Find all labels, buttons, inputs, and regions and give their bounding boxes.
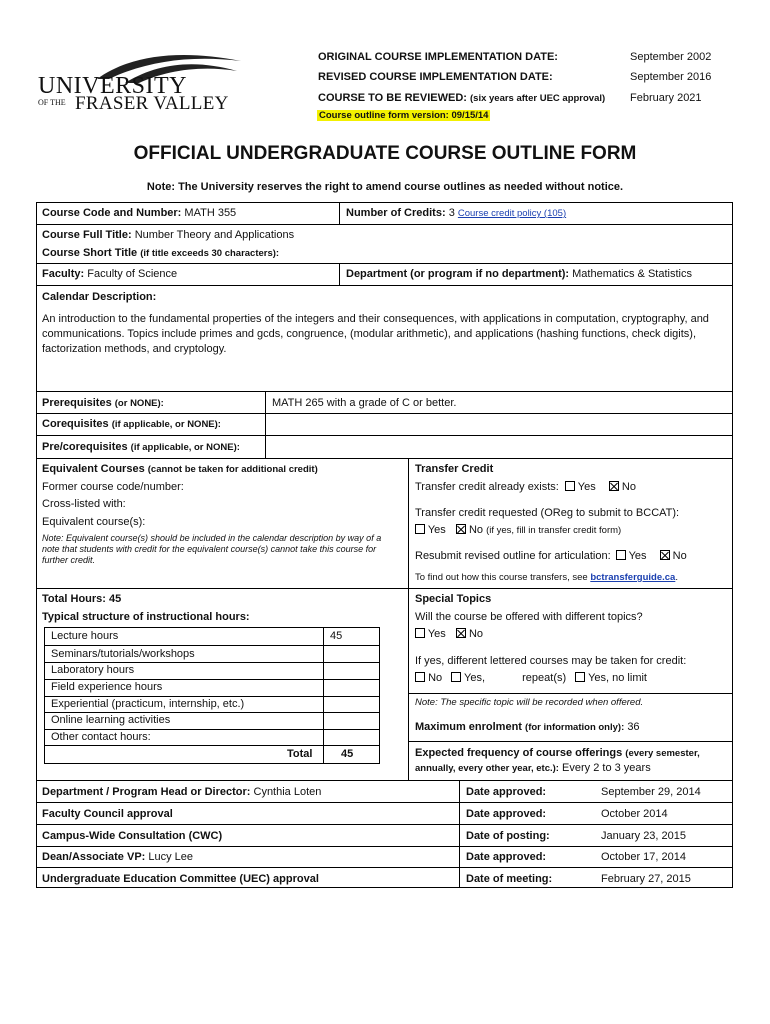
credit-policy-link[interactable]: Course credit policy (105) xyxy=(457,208,567,219)
calendar-description-label: Calendar Description: xyxy=(42,291,157,303)
lettered-repeat-label: repeat(s) xyxy=(522,672,567,684)
prereq-note: (or NONE): xyxy=(114,398,164,409)
hours-row-label: Field experience hours xyxy=(51,681,163,693)
hours-row-label: Lecture hours xyxy=(51,630,119,642)
hours-row-label: Other contact hours: xyxy=(51,731,151,743)
special-topics-yes-label: Yes xyxy=(427,628,446,640)
transfer-guide-text: To find out how this course transfers, see xyxy=(415,572,588,583)
page-title: OFFICIAL UNDERGRADUATE COURSE OUTLINE FORM xyxy=(133,143,637,164)
equivalent-courses-label: Equivalent Courses xyxy=(42,463,145,475)
special-topics-note: Note: The specific topic will be recorded when offered. xyxy=(415,697,644,708)
approval-date: September 29, 2014 xyxy=(601,786,701,798)
original-date-value: September 2002 xyxy=(630,51,712,63)
calendar-description-text: An introduction to the fundamental properties of the integers and their consequences, with applications in computation, cryptography, and communications. Topics include primes and gcds, congruence, (modular arithmetic), and applications (hashing functions, check digits), factorization methods, and cryptology. xyxy=(42,313,709,355)
transfer-requested-no-label: No xyxy=(468,524,483,536)
approval-label: Undergraduate Education Committee (UEC) approval xyxy=(42,873,319,885)
approval-date-label: Date of posting: xyxy=(466,830,550,842)
approval-value: Cynthia Loten xyxy=(253,786,322,798)
resubmit-label: Resubmit revised outline for articulation: xyxy=(415,550,611,562)
logo-line1: UNIVERSITY xyxy=(38,73,187,99)
approval-date: February 27, 2015 xyxy=(601,873,691,885)
approval-label: Faculty Council approval xyxy=(42,808,173,820)
approval-label: Dean/Associate VP: xyxy=(42,851,146,863)
course-code-value: MATH 355 xyxy=(184,207,237,219)
transfer-requested-label: Transfer credit requested (OReg to submit to BCCAT): xyxy=(415,507,680,519)
resubmit-yes-checkbox[interactable] xyxy=(616,550,626,560)
hours-row-label: Experiential (practicum, internship, etc.) xyxy=(51,698,245,710)
lettered-no-label: No xyxy=(428,672,443,684)
transfer-exists-label: Transfer credit already exists: xyxy=(415,481,559,493)
special-topics-question: Will the course be offered with different topics? xyxy=(415,611,643,623)
short-title-note: (if title exceeds 30 characters): xyxy=(140,248,280,259)
transfer-guide-period: . xyxy=(675,572,678,583)
approval-date-label: Date approved: xyxy=(466,808,547,820)
transfer-exists-yes-checkbox[interactable] xyxy=(565,481,575,491)
special-topics-no-label: No xyxy=(468,628,483,640)
max-enrolment-label: Maximum enrolment xyxy=(415,721,522,733)
approval-label: Campus-Wide Consultation (CWC) xyxy=(42,830,223,842)
prereq-value: MATH 265 with a grade of C or better. xyxy=(272,397,457,409)
special-topics-yes-checkbox[interactable] xyxy=(415,628,425,638)
frequency-label: Expected frequency of course offerings xyxy=(415,747,623,759)
department-value: Mathematics & Statistics xyxy=(572,268,692,280)
max-enrolment-note: (for information only): xyxy=(525,722,625,733)
transfer-requested-yes-checkbox[interactable] xyxy=(415,524,425,534)
hours-row-value: 45 xyxy=(330,630,343,642)
transfer-guide-link[interactable]: bctransferguide.ca xyxy=(590,572,676,583)
frequency-value: Every 2 to 3 years xyxy=(562,762,651,774)
review-date-note: (six years after UEC approval) xyxy=(470,93,606,104)
hours-row-label: Laboratory hours xyxy=(51,664,135,676)
lettered-yes-label: Yes, xyxy=(464,672,486,684)
prereq-label: Prerequisites xyxy=(42,397,112,409)
form-version: Course outline form version: 09/15/14 xyxy=(319,110,489,121)
transfer-exists-no-label: No xyxy=(621,481,636,493)
approval-date: October 2014 xyxy=(601,808,668,820)
hours-structure-label: Typical structure of instructional hours: xyxy=(42,611,250,623)
transfer-requested-yes-label: Yes xyxy=(427,524,446,536)
department-label: Department (or program if no department): xyxy=(346,268,570,280)
review-date-label: COURSE TO BE REVIEWED: xyxy=(318,92,467,104)
approval-label: Department / Program Head or Director: xyxy=(42,786,251,798)
hours-row-label: Seminars/tutorials/workshops xyxy=(51,648,195,660)
special-topics-label: Special Topics xyxy=(415,593,492,605)
resubmit-no-checkbox[interactable] xyxy=(660,550,670,560)
equivalent-course-label: Equivalent course(s): xyxy=(42,516,146,528)
transfer-credit-label: Transfer Credit xyxy=(415,463,494,475)
lettered-yes-checkbox[interactable] xyxy=(451,672,461,682)
full-title-label: Course Full Title: xyxy=(42,229,132,241)
resubmit-no-label: No xyxy=(672,550,687,562)
frequency-note: (every semester, annually, every other year, etc.): xyxy=(415,748,700,774)
logo-prefix: OF THE xyxy=(38,98,66,107)
approval-date: January 23, 2015 xyxy=(601,830,687,842)
revised-date-label: REVISED COURSE IMPLEMENTATION DATE: xyxy=(318,71,553,83)
approval-value: Lucy Lee xyxy=(148,851,194,863)
short-title-label: Course Short Title xyxy=(42,247,138,259)
coreq-note: (if applicable, or NONE): xyxy=(111,419,221,430)
cross-listed-label: Cross-listed with: xyxy=(42,498,126,510)
faculty-value: Faculty of Science xyxy=(87,268,178,280)
approval-date-label: Date approved: xyxy=(466,786,547,798)
transfer-requested-no-checkbox[interactable] xyxy=(456,524,466,534)
former-course-label: Former course code/number: xyxy=(42,481,184,493)
special-topics-no-checkbox[interactable] xyxy=(456,628,466,638)
credits-label: Number of Credits: xyxy=(346,207,446,219)
full-title-value: Number Theory and Applications xyxy=(134,229,295,241)
approval-date-label: Date approved: xyxy=(466,851,547,863)
total-hours-label: Total Hours: xyxy=(42,593,106,605)
max-enrolment-value: 36 xyxy=(627,721,640,733)
course-code-label: Course Code and Number: xyxy=(42,207,182,219)
equivalent-italic-note: Note: Equivalent course(s) should be included in the calendar description by way of a note that students with credit for the equivalent course(s) cannot take this course for further credit. xyxy=(42,533,382,565)
total-hours-value: 45 xyxy=(109,593,122,605)
lettered-unlimited-checkbox[interactable] xyxy=(575,672,585,682)
equivalent-courses-note: (cannot be taken for additional credit) xyxy=(147,464,318,475)
review-date-value: February 2021 xyxy=(630,92,702,104)
hours-total-label: Total xyxy=(287,748,313,760)
transfer-exists-yes-label: Yes xyxy=(577,481,596,493)
coreq-label: Corequisites xyxy=(42,418,109,430)
lettered-unlimited-label: Yes, no limit xyxy=(588,672,647,684)
amend-note: Note: The University reserves the right to amend course outlines as needed without notice. xyxy=(146,181,624,193)
hours-total-value: 45 xyxy=(341,748,354,760)
lettered-no-checkbox[interactable] xyxy=(415,672,425,682)
credits-value: 3 xyxy=(448,207,455,219)
faculty-label: Faculty: xyxy=(42,268,85,280)
original-date-label: ORIGINAL COURSE IMPLEMENTATION DATE: xyxy=(318,51,558,63)
approval-date-label: Date of meeting: xyxy=(466,873,553,885)
precoreq-note: (if applicable, or NONE): xyxy=(130,442,240,453)
transfer-exists-no-checkbox[interactable] xyxy=(609,481,619,491)
approval-date: October 17, 2014 xyxy=(601,851,687,863)
logo-line2: FRASER VALLEY xyxy=(75,93,229,114)
hours-row-label: Online learning activities xyxy=(51,714,171,726)
transfer-requested-note: (if yes, fill in transfer credit form) xyxy=(486,525,622,536)
revised-date-value: September 2016 xyxy=(630,71,712,83)
precoreq-label: Pre/corequisites xyxy=(42,441,128,453)
lettered-courses-label: If yes, different lettered courses may be taken for credit: xyxy=(415,655,687,667)
resubmit-yes-label: Yes xyxy=(628,550,647,562)
